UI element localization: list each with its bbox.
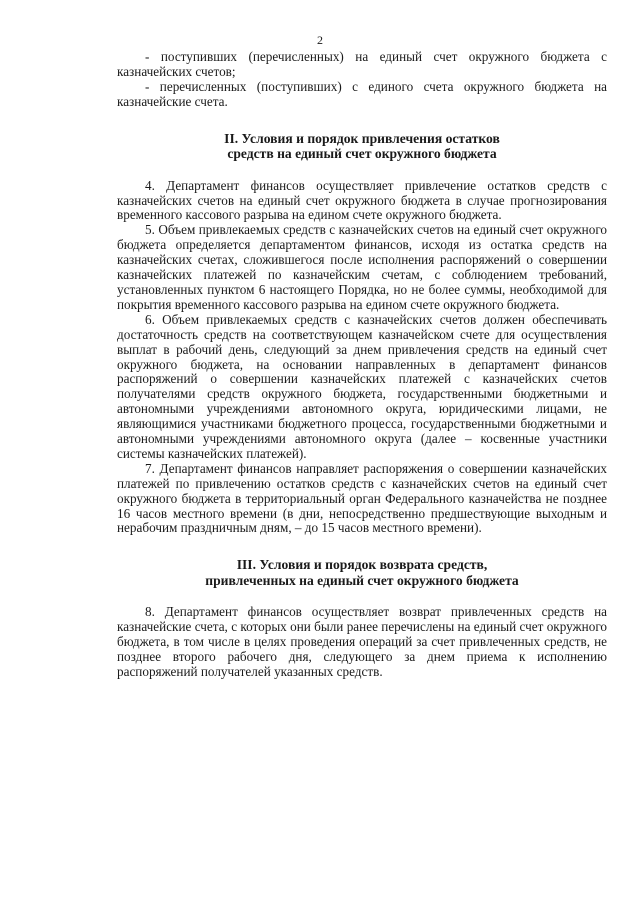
section-2-title-line1: II. Условия и порядок привлечения остатков: [224, 130, 500, 146]
paragraph-5: 5. Объем привлекаемых средств с казначейских счетов на единый счет окружного бюджета определяется департаментом финансов, исходя из остатка средств на казначейских счетах, сложившегося после исполнения распоряжений о совершении казначейских платежей по казначейским счетам, с соблюдением требований, установленных пунктом 6 настоящего Порядка, но не более суммы, необходимой для покрытия временного кассового разрыва на едином счете окружного бюджета.: [117, 222, 607, 312]
bullet-item: - перечисленных (поступивших) с единого счета окружного бюджета на казначейские счета.: [117, 78, 607, 109]
section-3-title-line1: III. Условия и порядок возврата средств,: [236, 557, 488, 573]
paragraph-7: 7. Департамент финансов направляет распоряжения о совершении казначейских платежей по привлечению остатков средств с казначейских счетов на единый счет окружного бюджета в территориальный орган Федерального казначейства не позднее 16 часов местного времени (в дни, непосредственно предшествующие выходным и нерабочим праздничным дням, – до 15 часов местного времени).: [117, 460, 607, 536]
section-2-title-line2: средств на единый счет окружного бюджета: [227, 146, 497, 162]
paragraph-6: 6. Объем привлекаемых средств с казначейских счетов должен обеспечивать достаточность средств на соответствующем казначейском счете для осуществления выплат в рабочий день, следующий за днем привлечения средств на единый счет окружного бюджета, на основании направленных в департамент финансов распоряжений о совершении казначейских платежей с казначейских счетов получателями средств окружного бюджета, государственными бюджетными и автономными учреждениями автономного округа, юридическими лицами, не являющимися участниками бюджетного процесса, государственными бюджетными и автономными учреждениями автономного округа (далее – косвенные участники системы казначейских платежей).: [117, 311, 607, 461]
page-number: 2: [317, 33, 323, 47]
paragraph-4: 4. Департамент финансов осуществляет привлечение остатков средств с казначейских счетов на единый счет окружного бюджета в случае прогнозирования временного кассового разрыва на едином счете окружного бюджета.: [117, 177, 607, 223]
section-3-heading: [117, 557, 607, 588]
paragraph-8: 8. Департамент финансов осуществляет возврат привлеченных средств на казначейские счета, с которых они были ранее перечислены на единый счет окружного бюджета, в том числе в целях проведения операций за счет привлеченных средств, не позднее второго рабочего дня, следующего за днем приема к исполнению распоряжений получателей указанных средств.: [117, 604, 607, 679]
section-3-title-line2: привлеченных на единый счет окружного бюджета: [205, 572, 519, 588]
section-2-heading: [117, 131, 607, 162]
document-body: [117, 50, 607, 680]
bullet-item: - поступивших (перечисленных) на единый счет окружного бюджета с казначейских счетов;: [117, 49, 607, 79]
